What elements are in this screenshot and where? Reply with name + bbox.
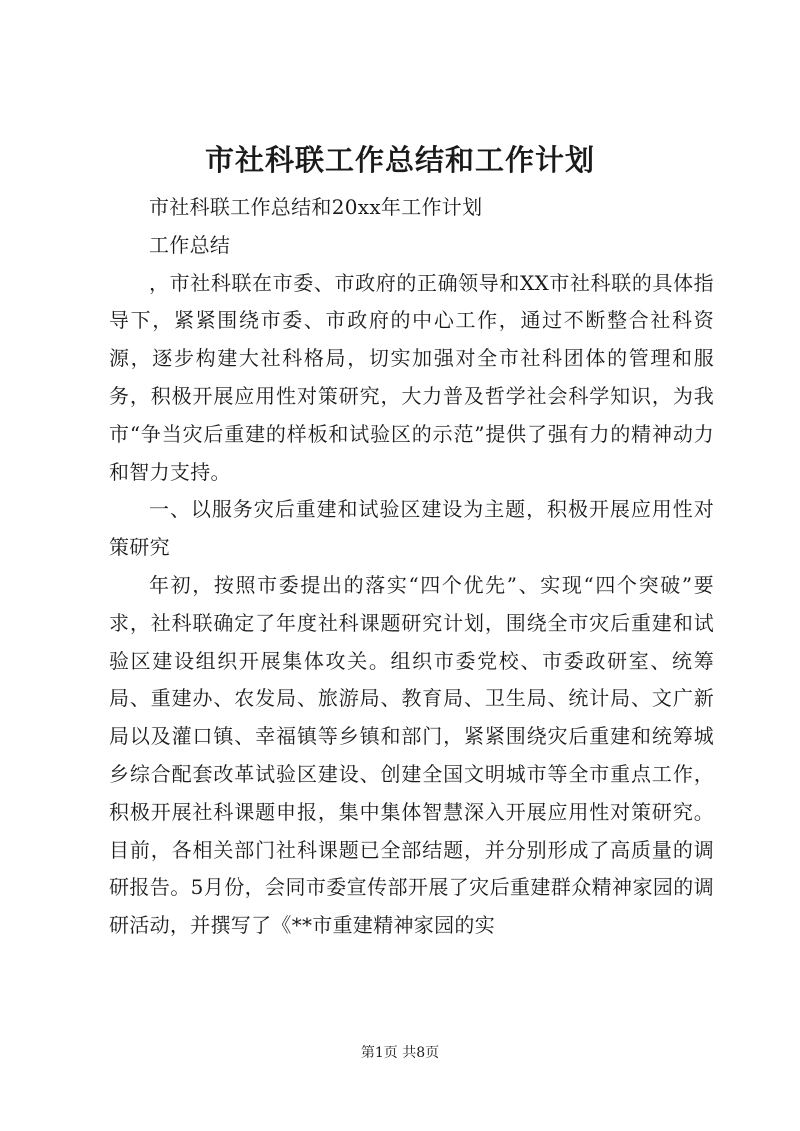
subtitle-paragraph: 市社科联工作总结和20xx年工作计划 <box>149 195 483 219</box>
page-title: 市社科联工作总结和工作计划 <box>204 143 595 177</box>
body-paragraph: 年初，按照市委提出的落实“四个优先”、实现“四个突破”要求，社科联确定了年度社科课题研究计划，围绕全市灾后重建和试验区建设组织开展集体攻关。组织市委党校、市委政研室、统筹局、重建办、农发局、旅游局、教育局、卫生局、统计局、文广新局以及灌口镇、幸福镇等乡镇和部门，紧紧围绕灾后重建和统筹城乡综合配套改革试验区建设、创建全国文明城市等全市重点工作，积极开展社科课题申报，集中集体智慧深入开展应用性对策研究。目前，各相关部门社科课题已全部结题，并分别形成了高质量的调研报告。5月份，会同市委宣传部开展了灾后重建群众精神家园的调研活动，并撰写了《**市重建精神家园的实 <box>109 572 714 938</box>
section-heading: 工作总结 <box>149 232 231 257</box>
page-number-footer: 第1页 共8页 <box>360 1045 440 1061</box>
section-heading: 一、以服务灾后重建和试验区建设为主题，积极开展应用性对策研究 <box>109 497 714 560</box>
body-paragraph: ，市社科联在市委、市政府的正确领导和XX市社科联的具体指导下，紧紧围绕市委、市政府的中心工作，通过不断整合社科资源，逐步构建大社科格局，切实加强对全市社科团体的管理和服务，积极开展应用性对策研究，大力普及哲学社会科学知识，为我市“争当灾后重建的样板和试验区的示范”提供了强有力的精神动力和智力支持。 <box>109 270 714 484</box>
document-body <box>109 189 714 945</box>
